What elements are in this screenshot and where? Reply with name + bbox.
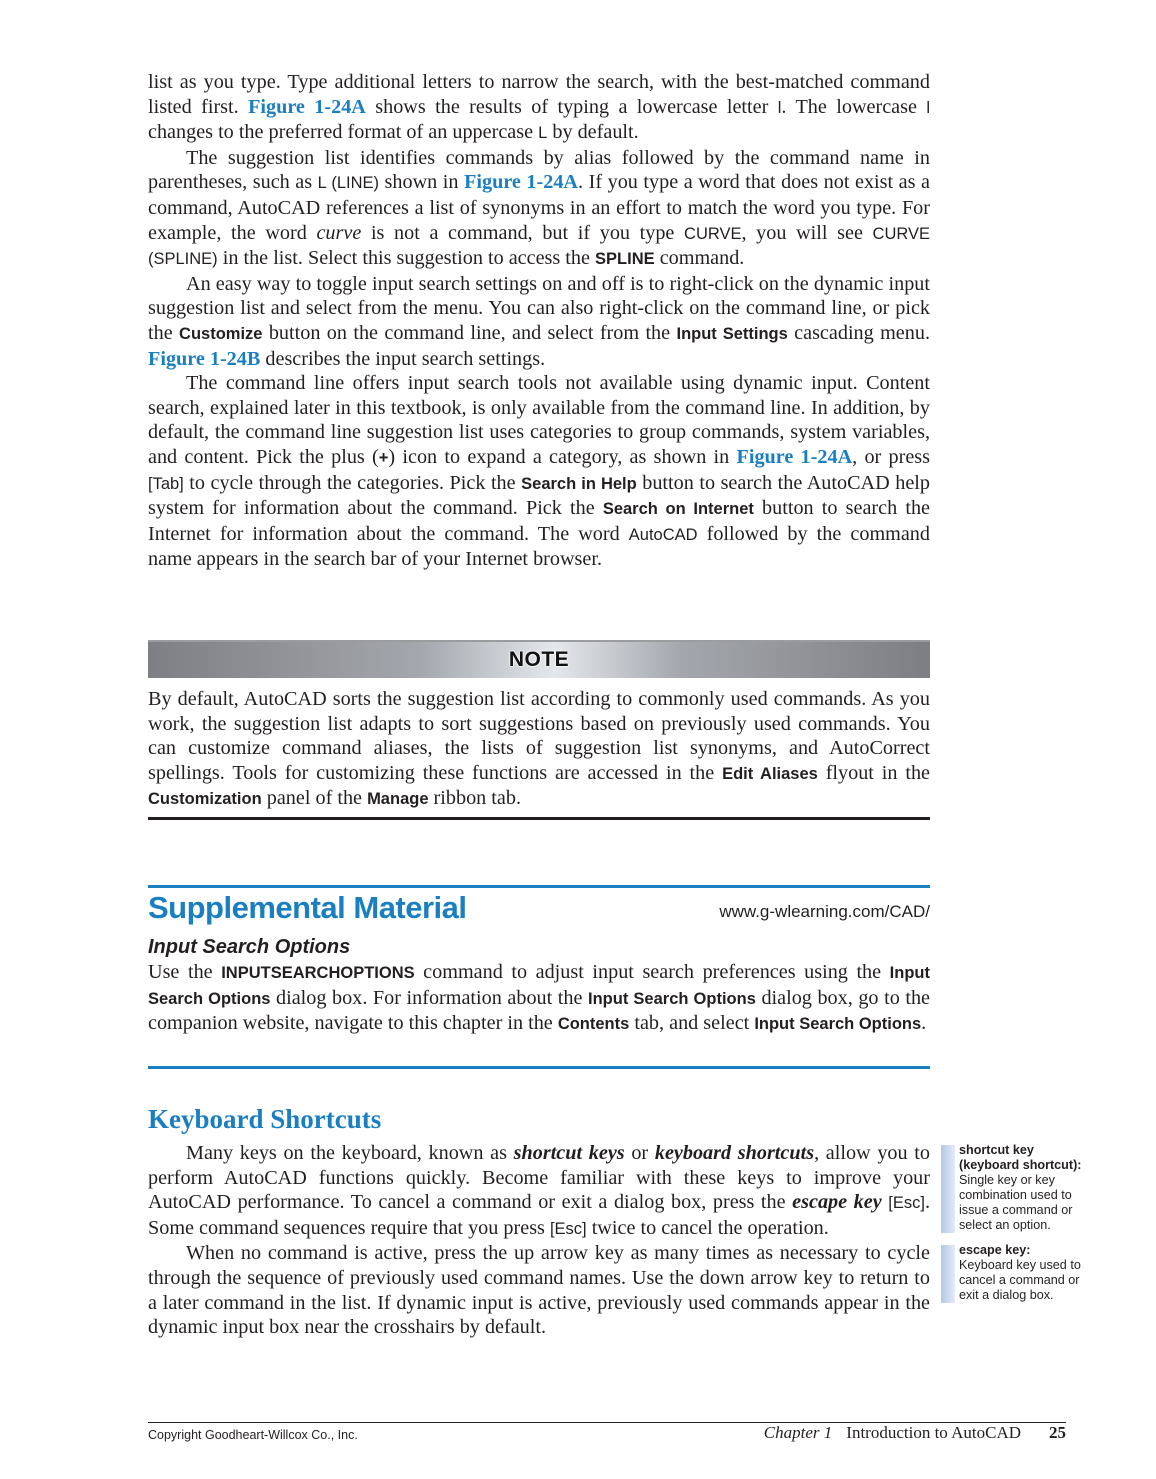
- key-text: AutoCAD: [628, 525, 698, 544]
- paragraph-3: [148, 272, 930, 371]
- italic-text: curve: [316, 221, 362, 244]
- ui-term: Input Search Options: [754, 1015, 922, 1034]
- margin-note: [941, 1243, 1091, 1303]
- text: . The lowercase: [781, 95, 927, 118]
- footer-chapter-title: Introduction to AutoCAD: [846, 1423, 1021, 1442]
- text: shows the results of typing a lowercase letter: [365, 95, 778, 118]
- text: .: [921, 1012, 927, 1035]
- text: is not a command, but if you type: [361, 221, 685, 244]
- text: to cycle through the categories. Pick the: [183, 471, 522, 494]
- paragraph-ks-1: [148, 1141, 930, 1241]
- key-text: [Esc]: [549, 1219, 587, 1238]
- paragraph-2: [148, 146, 930, 272]
- page-number: 25: [1049, 1423, 1066, 1442]
- keyboard-shortcuts-body: [148, 1141, 930, 1340]
- key-text: [Tab]: [148, 474, 184, 493]
- text: By default, AutoCAD sorts the suggestion list according to commonly used commands. As you work, the suggestion list adapts to sort suggestions based on previously used commands. You can customize command aliases, the lists of suggestion list synonyms, and AutoCorrect spellings. Tools for customizing these functions are accessed in the: [148, 688, 930, 784]
- text: cascading menu.: [787, 321, 931, 344]
- text: ribbon tab.: [428, 787, 522, 810]
- ui-term: Customization: [148, 790, 262, 809]
- command-name: INPUTSEARCHOPTIONS: [221, 964, 415, 982]
- text: , or press: [852, 445, 930, 468]
- margin-note: [941, 1143, 1091, 1233]
- figure-link[interactable]: Figure 1-24B: [148, 347, 261, 370]
- note-divider: [148, 817, 930, 820]
- text: dialog box. For information about the: [270, 986, 589, 1009]
- glossary-term: shortcut keys: [513, 1142, 625, 1164]
- ui-term: Edit Aliases: [722, 764, 818, 783]
- text: , allow you to perform AutoCAD functions quickly. Become familiar with these keys to improve your AutoCAD performance. To cancel a command or exit a dialog box, press the: [148, 1142, 931, 1214]
- figure-link[interactable]: Figure 1-24A: [248, 95, 366, 118]
- key-text: [Esc]: [888, 1194, 925, 1213]
- key-text: L: [538, 124, 548, 143]
- paragraph-ks-2: When no command is active, press the up arrow key as many times as necessary to cycle through the sequence of previously used command names. Use the down arrow key to return to a later command in the list. If dynamic input is active, previously used commands appear in the dynamic input box near the crosshairs by default.: [148, 1242, 930, 1339]
- ui-term: Search in Help: [521, 474, 637, 493]
- key-text: CURVE (SPLINE): [148, 224, 930, 269]
- margin-note-term: shortcut key (keyboard shortcut):: [959, 1143, 1082, 1172]
- margin-note-definition: Single key or key combination used to issue a command or select an option.: [959, 1173, 1073, 1232]
- text: tab, and select: [629, 1012, 755, 1035]
- margin-note-term: escape key:: [959, 1243, 1031, 1257]
- text: describes the input search settings.: [260, 347, 546, 370]
- glossary-term: escape key: [792, 1191, 882, 1214]
- text: by default.: [547, 121, 639, 144]
- text: command.: [654, 247, 745, 270]
- note-paragraph: [148, 687, 930, 812]
- text: ) icon to expand a category, as shown in: [388, 445, 737, 468]
- text: flyout in the: [817, 761, 930, 784]
- text: shown in: [379, 171, 465, 194]
- supplemental-subtitle: Input Search Options: [148, 936, 351, 958]
- supplemental-title: Supplemental Material: [148, 890, 467, 925]
- note-body: [148, 687, 930, 812]
- ui-term: Customize: [179, 324, 263, 343]
- text: button to search the AutoCAD help system for information about the command. Pick the: [148, 471, 930, 520]
- text: twice to cancel the operation.: [586, 1216, 829, 1239]
- supplemental-url-link[interactable]: www.g-wlearning.com/CAD/: [719, 902, 930, 921]
- text: . Some command sequences require that you press: [148, 1191, 930, 1239]
- ui-term: Input Settings: [676, 324, 788, 343]
- ui-term: Input Search Options: [588, 989, 756, 1008]
- footer-copyright: Copyright Goodheart-Willcox Co., Inc.: [148, 1428, 358, 1442]
- key-text: CURVE: [684, 224, 742, 243]
- margin-note-definition: Keyboard key used to cancel a command or exit a dialog box.: [959, 1258, 1081, 1302]
- glossary-term: keyboard shortcuts: [654, 1142, 815, 1164]
- key-text: L (LINE): [317, 174, 379, 193]
- margin-glossary: [941, 1143, 1091, 1313]
- text: list as you type. Type additional letters to narrow the search, with the best-matched command listed first.: [148, 71, 930, 118]
- text: button on the command line, and select from the: [262, 321, 677, 344]
- supplemental-top-rule: [148, 885, 930, 888]
- figure-link[interactable]: Figure 1-24A: [736, 445, 853, 468]
- text: or: [624, 1142, 655, 1164]
- text: in the list. Select this suggestion to access the: [217, 247, 596, 270]
- key-text: l: [777, 98, 782, 117]
- text: dialog box, go to the companion website, navigate to this chapter in the: [148, 986, 931, 1035]
- supplemental-body: [148, 960, 930, 1037]
- command-name: SPLINE: [595, 250, 655, 269]
- ui-term: Contents: [557, 1015, 630, 1034]
- footer-chapter: Chapter 1: [763, 1423, 833, 1442]
- note-header-bar: [148, 640, 930, 678]
- text: panel of the: [261, 787, 368, 810]
- text: . If you type a word that does not exist as a command, AutoCAD references a list of synonyms in an effort to match the word you type. For example, the word: [148, 171, 930, 244]
- text: The command line offers input search tools not available using dynamic input. Content search, explained later in this textbook, is only available from the command line. In addition, by default, the command line suggestion list uses categories to group commands, system variables, and content. Pick the plus (: [148, 372, 930, 468]
- supplemental-bottom-rule: [148, 1066, 930, 1069]
- plus-icon: +: [378, 448, 389, 467]
- text: changes to the preferred format of an uppercase: [148, 121, 539, 144]
- text: button to search the Internet for information about the command. The word: [148, 497, 931, 545]
- text: , you will see: [741, 221, 873, 244]
- note-label: NOTE: [508, 648, 570, 671]
- ui-term: Input Search Options: [148, 964, 930, 1008]
- text: command to adjust input search preferences using the: [414, 961, 890, 983]
- key-text: l: [926, 98, 930, 117]
- ui-term: Search on Internet: [602, 500, 754, 519]
- text: An easy way to toggle input search settings on and off is to right-click on the dynamic input suggestion list and select from the menu. You can also right-click on the command line, or pick the: [148, 272, 930, 344]
- text: followed by the command name appears in the search bar of your Internet browser.: [148, 522, 930, 571]
- supplemental-paragraph: [148, 960, 930, 1037]
- footer-chapter-info: [764, 1423, 1066, 1443]
- section-heading-keyboard-shortcuts: Keyboard Shortcuts: [148, 1104, 382, 1134]
- body-text: [148, 70, 930, 572]
- paragraph-1: [148, 70, 930, 146]
- text: Use the: [148, 961, 222, 983]
- text: The suggestion list identifies commands by alias followed by the command name in parentheses, such as: [148, 146, 930, 194]
- figure-link[interactable]: Figure 1-24A: [464, 171, 579, 194]
- text: Many keys on the keyboard, known as: [186, 1142, 514, 1164]
- ui-term: Manage: [367, 790, 429, 809]
- paragraph-4: [148, 371, 930, 572]
